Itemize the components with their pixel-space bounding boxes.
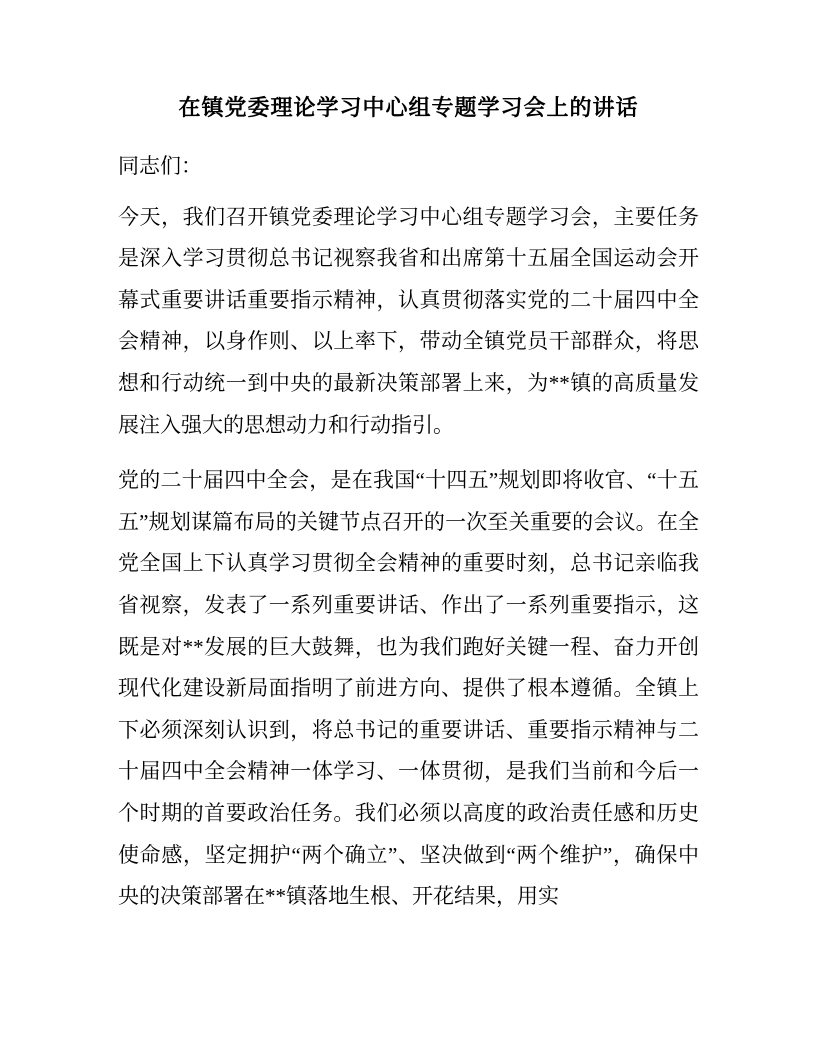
paragraph-2: 党的二十届四中全会，是在我国“十四五”规划即将收官、“十五五”规划谋篇布局的关键节点召开的一次至关重要的会议。在全党全国上下认真学习贯彻全会精神的重要时刻，总书记亲临我省视察，发表了一系列重要讲话、作出了一系列重要指示，这既是对**发展的巨大鼓舞，也为我们跑好关键一程、奋力开创现代化建设新局面指明了前进方向、提供了根本遵循。全镇上下必须深刻认识到，将总书记的重要讲话、重要指示精神与二十届四中全会精神一体学习、一体贯彻，是我们当前和今后一个时期的首要政治任务。我们必须以高度的政治责任感和历史使命感，坚定拥护“两个确立”、坚决做到“两个维护”，确保中央的决策部署在**镇落地生根、开花结果，用实 [118,468,699,909]
document-title: 在镇党委理论学习中心组专题学习会上的讲话 [178,95,639,120]
paragraph-1: 今天，我们召开镇党委理论学习中心组专题学习会，主要任务是深入学习贯彻总书记视察我省和出席第十五届全国运动会开幕式重要讲话重要指示精神，认真贯彻落实党的二十届四中全会精神，以身作则、以上率下，带动全镇党员干部群众，将思想和行动统一到中央的最新决策部署上来，为**镇的高质量发展注入强大的思想动力和行动指引。 [118,204,699,437]
salutation-line: 同志们： [118,154,202,178]
